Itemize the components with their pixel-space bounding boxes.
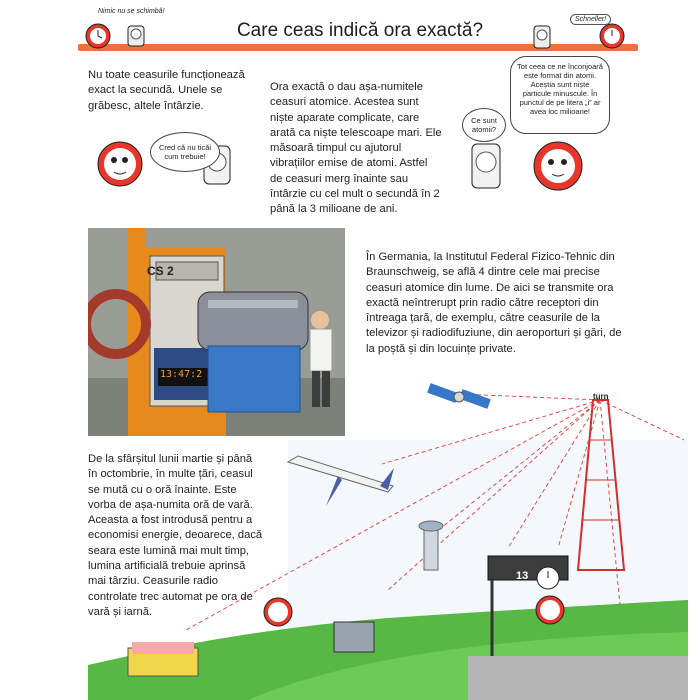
summer-time-text: De la sfârșitul lunii martie și până în octombrie, în multe țări, ceasul se mută cu o oră înainte. Este vorba de așa-numita oră de vară. Aceasta a fost introdusă pentru a economisi energie, deoarece, dacă seara este lumină mai mult timp, lumina artificială trebuie aprinsă mai târziu. Ceasurile radio controlate trec automat pe ora de vară și iarnă. xyxy=(88,453,263,618)
header-sign-left: Nimic nu se schimbă! xyxy=(98,8,165,15)
institute-text: În Germania, la Institutul Federal Fizico-Tehnic din Braunschweig, se află 4 dintre cele mai precise ceasuri atomice din lume. De aici se transmite ora exactă neîntrerupt prin radio către receptori din întreaga țară, de exemplu, către ceasurile de la televizor și radiodifuziune, din aeroporturi și gări, de la poștă și din locuințe private. xyxy=(366,251,622,355)
clock-display: 13:47:2 xyxy=(160,369,203,380)
intro-middle-text: Ora exactă o dau așa-numitele ceasuri atomice. Acestea sunt niște aparate complicate, care arată ca niște telescoape mari. Ele măsoară timpul cu ajutorul vibrațiilor emise de atomi. Astfel de ceasuri merg înainte sau întârzie cu cel mult o secundă în 2 până la 3 milioane de ani. xyxy=(270,81,442,216)
bubble-atoms-answer: Tot ceea ce ne înconjoară este format din atomi. Aceștia sunt niște particule minuscule. În punctul de pe litera „i” ar avea loc milioane! xyxy=(510,56,610,134)
bubble-atoms-question: Ce sunt atomii? xyxy=(462,108,506,142)
clock-mascots-right xyxy=(460,138,610,203)
intro-left-text: Nu toate ceasurile funcționează exact la secundă. Unele se grăbesc, altele întârzie. xyxy=(88,69,245,112)
bubble-left: Cred că nu ticăi cum trebuie! xyxy=(150,132,220,172)
page-title: Care ceas indică ora exactă? xyxy=(236,20,484,41)
clock-label: CS 2 xyxy=(147,264,174,278)
tower-label: turn xyxy=(593,392,609,401)
header-sign-right: Schneller! xyxy=(570,14,611,25)
platform-number: 13 xyxy=(516,570,529,582)
